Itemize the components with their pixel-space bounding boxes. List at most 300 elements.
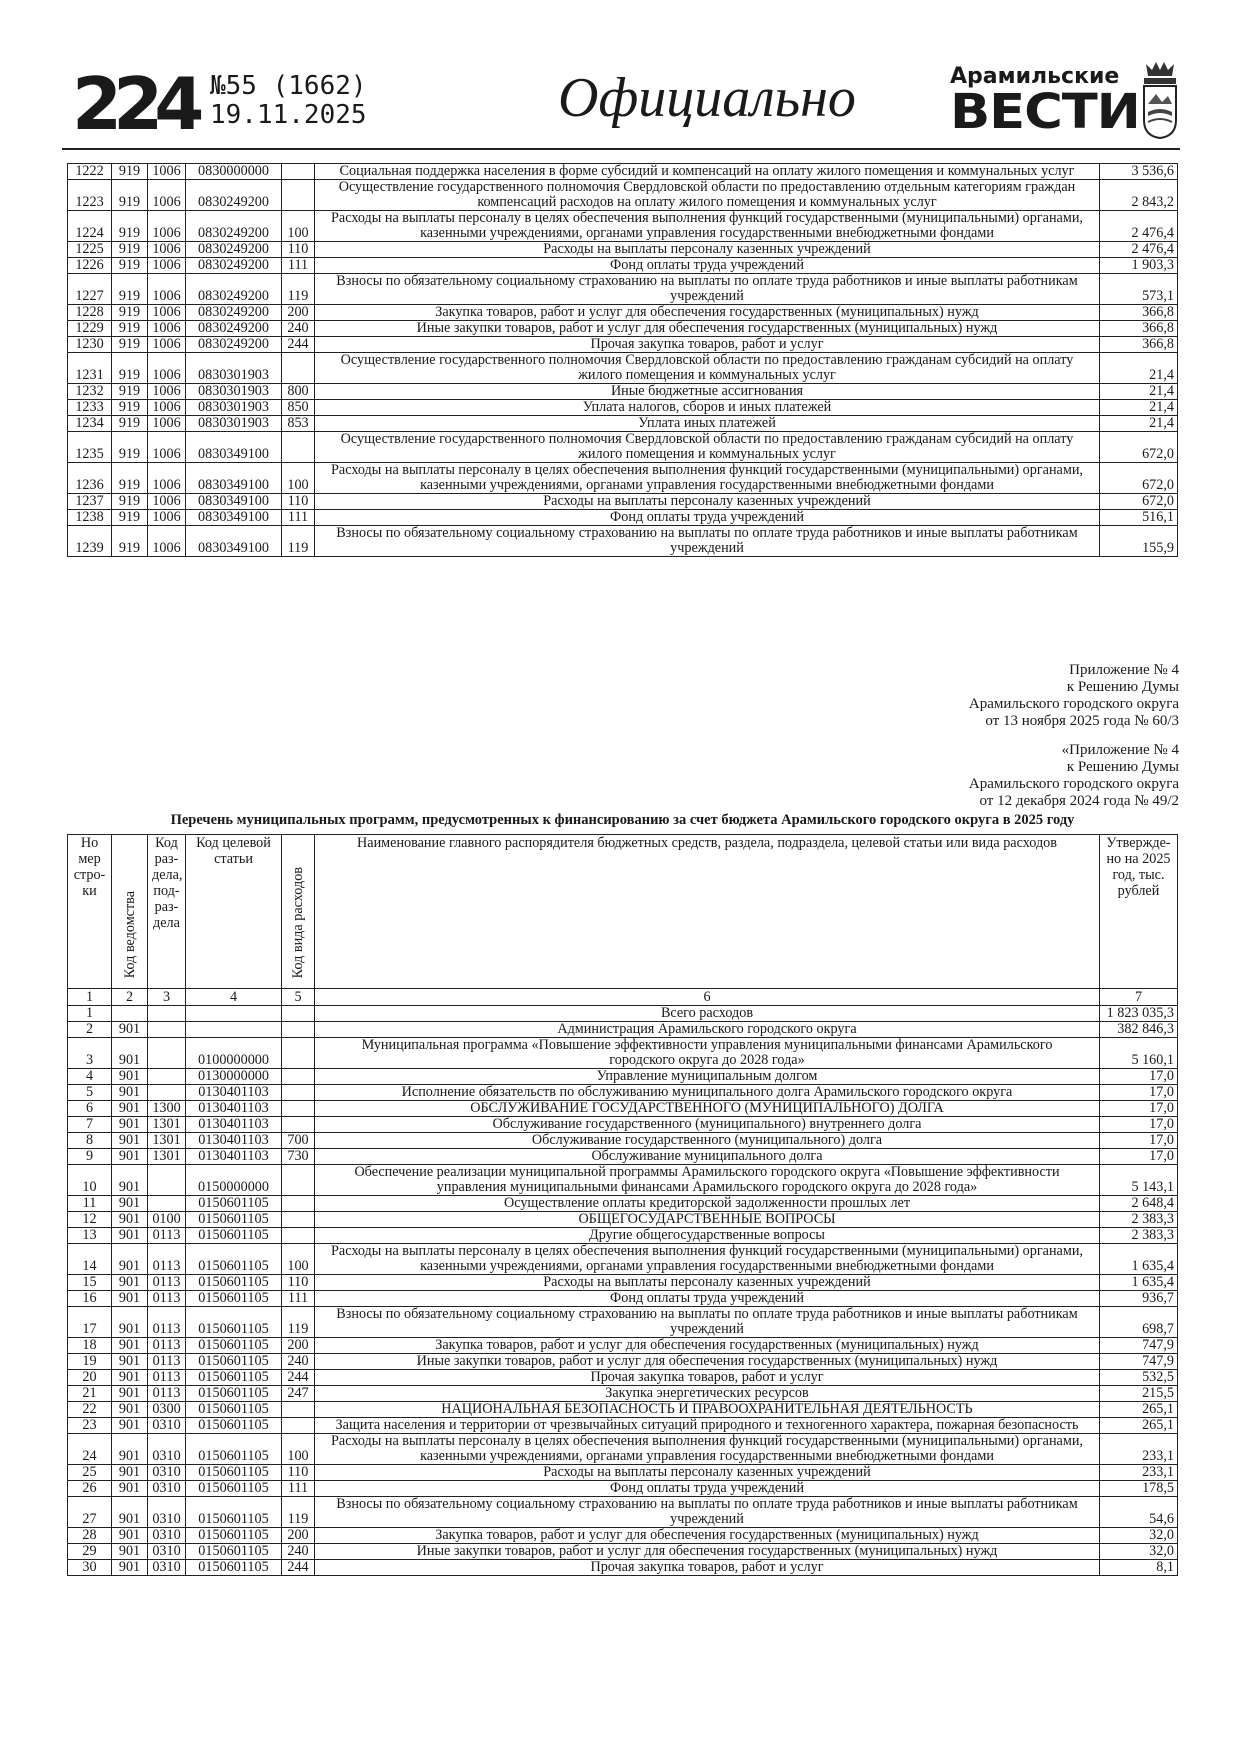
section-code: 1006	[148, 242, 186, 258]
appendix-previous-line: Арамильского городского округа	[968, 776, 1179, 792]
target-code	[186, 1022, 282, 1038]
row-description: Осуществление государственного полномочия Свердловской области по предоставлению гражданам субсидий на оплату жилого помещения и коммунальных услуг	[315, 353, 1100, 384]
dept-code: 901	[112, 1212, 148, 1228]
row-description: Иные закупки товаров, работ и услуг для обеспечения государственных (муниципальных) нужд	[315, 1354, 1100, 1370]
expense-type-code: 240	[282, 1544, 315, 1560]
dept-code: 901	[112, 1465, 148, 1481]
row-amount: 2 648,4	[1100, 1196, 1178, 1212]
row-amount: 32,0	[1100, 1544, 1178, 1560]
section-code: 1006	[148, 416, 186, 432]
appendix-previous-line: к Решению Думы	[1066, 759, 1179, 775]
table-row	[68, 1481, 1178, 1497]
column-number: 5	[282, 989, 315, 1006]
section-code: 1006	[148, 353, 186, 384]
table-row	[68, 1149, 1178, 1165]
expense-type-code	[282, 432, 315, 463]
row-number: 1233	[68, 400, 112, 416]
target-code: 0830301903	[186, 400, 282, 416]
section-code	[148, 1085, 186, 1101]
row-number: 29	[68, 1544, 112, 1560]
appendix-previous-line: от 12 декабря 2024 года № 49/2	[979, 793, 1179, 809]
expense-type-code	[282, 1196, 315, 1212]
row-description: Прочая закупка товаров, работ и услуг	[315, 1370, 1100, 1386]
expense-type-code	[282, 180, 315, 211]
dept-code: 901	[112, 1149, 148, 1165]
row-description: Иные закупки товаров, работ и услуг для обеспечения государственных (муниципальных) нужд	[315, 321, 1100, 337]
section-code: 0113	[148, 1291, 186, 1307]
target-code: 0130401103	[186, 1149, 282, 1165]
row-description: Исполнение обязательств по обслуживанию муниципального долга Арамильского городского округа	[315, 1085, 1100, 1101]
section-code: 0113	[148, 1307, 186, 1338]
table-row	[68, 1386, 1178, 1402]
expense-type-code: 110	[282, 242, 315, 258]
row-number: 6	[68, 1101, 112, 1117]
row-number: 1235	[68, 432, 112, 463]
row-number: 27	[68, 1497, 112, 1528]
row-amount: 17,0	[1100, 1085, 1178, 1101]
row-description: Управление муниципальным долгом	[315, 1069, 1100, 1085]
row-number: 1222	[68, 164, 112, 180]
section-code: 1006	[148, 180, 186, 211]
target-code: 0830249200	[186, 321, 282, 337]
target-code: 0130000000	[186, 1069, 282, 1085]
row-description: Фонд оплаты труда учреждений	[315, 258, 1100, 274]
dept-code: 919	[112, 321, 148, 337]
row-description: Обеспечение реализации муниципальной программы Арамильского городского округа «Повышение эффективности управления муниципальными финансами Арамильского городского округа до 2028 года»	[315, 1165, 1100, 1196]
section-code: 1006	[148, 400, 186, 416]
row-description: Закупка товаров, работ и услуг для обеспечения государственных (муниципальных) нужд	[315, 1528, 1100, 1544]
row-amount: 5 143,1	[1100, 1165, 1178, 1196]
row-number: 16	[68, 1291, 112, 1307]
expense-type-code: 700	[282, 1133, 315, 1149]
section-code: 0300	[148, 1402, 186, 1418]
dept-code: 919	[112, 242, 148, 258]
section-code: 0310	[148, 1528, 186, 1544]
table-row	[68, 1196, 1178, 1212]
row-description: Уплата налогов, сборов и иных платежей	[315, 400, 1100, 416]
dept-code: 901	[112, 1402, 148, 1418]
column-number: 1	[68, 989, 112, 1006]
section-code: 0310	[148, 1418, 186, 1434]
dept-code: 919	[112, 305, 148, 321]
row-amount: 2 383,3	[1100, 1228, 1178, 1244]
dept-code: 901	[112, 1528, 148, 1544]
row-description: ОБСЛУЖИВАНИЕ ГОСУДАРСТВЕННОГО (МУНИЦИПАЛЬНОГО) ДОЛГА	[315, 1101, 1100, 1117]
table-row	[68, 1370, 1178, 1386]
table-row	[68, 1402, 1178, 1418]
row-amount: 21,4	[1100, 416, 1178, 432]
expense-type-code: 240	[282, 1354, 315, 1370]
target-code: 0830249200	[186, 305, 282, 321]
target-code: 0130401103	[186, 1117, 282, 1133]
row-number: 1225	[68, 242, 112, 258]
row-number: 18	[68, 1338, 112, 1354]
section-code	[148, 1196, 186, 1212]
expense-type-code: 100	[282, 211, 315, 242]
row-amount: 17,0	[1100, 1101, 1178, 1117]
expense-type-code	[282, 1165, 315, 1196]
section-code	[148, 1038, 186, 1069]
target-code: 0830349100	[186, 526, 282, 557]
row-number: 9	[68, 1149, 112, 1165]
expense-type-code: 730	[282, 1149, 315, 1165]
dept-code: 901	[112, 1354, 148, 1370]
row-number: 5	[68, 1085, 112, 1101]
table-row	[68, 258, 1178, 274]
section-code: 1006	[148, 384, 186, 400]
target-code: 0830301903	[186, 353, 282, 384]
section-code: 1006	[148, 164, 186, 180]
row-number: 24	[68, 1434, 112, 1465]
section-code: 0310	[148, 1560, 186, 1576]
expense-type-code: 111	[282, 1291, 315, 1307]
column-number: 4	[186, 989, 282, 1006]
row-number: 10	[68, 1165, 112, 1196]
dept-code: 901	[112, 1544, 148, 1560]
coat-of-arms-icon	[1140, 60, 1180, 140]
expense-type-code: 100	[282, 463, 315, 494]
dept-code: 901	[112, 1370, 148, 1386]
dept-code: 901	[112, 1497, 148, 1528]
target-code: 0830249200	[186, 211, 282, 242]
row-number: 30	[68, 1560, 112, 1576]
expense-type-code: 100	[282, 1434, 315, 1465]
row-number: 19	[68, 1354, 112, 1370]
section-title: Официально	[558, 67, 856, 129]
table-row	[68, 416, 1178, 432]
header-row-number: Но мер стро- ки	[68, 835, 112, 989]
expense-type-code: 119	[282, 1307, 315, 1338]
dept-code: 919	[112, 211, 148, 242]
brand-name-main: ВЕСТИ	[950, 84, 1140, 140]
table-row	[68, 1228, 1178, 1244]
row-description: Расходы на выплаты персоналу казенных учреждений	[315, 242, 1100, 258]
expense-type-code: 119	[282, 1497, 315, 1528]
expense-type-code	[282, 164, 315, 180]
row-description: Закупка товаров, работ и услуг для обеспечения государственных (муниципальных) нужд	[315, 305, 1100, 321]
expense-type-code: 110	[282, 494, 315, 510]
dept-code: 919	[112, 510, 148, 526]
row-number: 1234	[68, 416, 112, 432]
row-number: 15	[68, 1275, 112, 1291]
expense-type-code: 850	[282, 400, 315, 416]
target-code: 0150000000	[186, 1165, 282, 1196]
target-code: 0150601105	[186, 1307, 282, 1338]
expense-type-code: 100	[282, 1244, 315, 1275]
target-code: 0150601105	[186, 1465, 282, 1481]
target-code: 0150601105	[186, 1275, 282, 1291]
target-code: 0150601105	[186, 1370, 282, 1386]
row-description: Осуществление государственного полномочия Свердловской области по предоставлению отдельным категориям граждан компенсаций расходов на оплату жилого помещения и коммунальных услуг	[315, 180, 1100, 211]
dept-code: 919	[112, 274, 148, 305]
table-row	[68, 510, 1178, 526]
target-code: 0830301903	[186, 416, 282, 432]
row-number: 1224	[68, 211, 112, 242]
section-code: 1006	[148, 510, 186, 526]
table-row	[68, 1085, 1178, 1101]
table-row	[68, 180, 1178, 211]
dept-code: 901	[112, 1418, 148, 1434]
appendix-previous-line: «Приложение № 4	[1061, 742, 1179, 758]
row-amount: 233,1	[1100, 1465, 1178, 1481]
table-row	[68, 1354, 1178, 1370]
dept-code: 919	[112, 353, 148, 384]
dept-code: 919	[112, 416, 148, 432]
row-amount: 215,5	[1100, 1386, 1178, 1402]
row-number: 12	[68, 1212, 112, 1228]
table-row	[68, 1069, 1178, 1085]
section-code: 1006	[148, 321, 186, 337]
row-amount: 2 383,3	[1100, 1212, 1178, 1228]
expense-type-code	[282, 1228, 315, 1244]
section-code	[148, 1006, 186, 1022]
dept-code: 919	[112, 494, 148, 510]
row-description: Закупка товаров, работ и услуг для обеспечения государственных (муниципальных) нужд	[315, 1338, 1100, 1354]
dept-code: 919	[112, 463, 148, 494]
dept-code: 901	[112, 1291, 148, 1307]
table-row	[68, 211, 1178, 242]
row-description: Взносы по обязательному социальному страхованию на выплаты по оплате труда работников и иные выплаты работникам учреждений	[315, 1307, 1100, 1338]
dept-code: 919	[112, 337, 148, 353]
row-number: 20	[68, 1370, 112, 1386]
section-code: 0113	[148, 1370, 186, 1386]
table-row	[68, 353, 1178, 384]
expense-type-code: 853	[282, 416, 315, 432]
row-description: Иные закупки товаров, работ и услуг для обеспечения государственных (муниципальных) нужд	[315, 1544, 1100, 1560]
table-row	[68, 1544, 1178, 1560]
dept-code: 901	[112, 1038, 148, 1069]
table1-body	[68, 164, 1178, 557]
row-description: Другие общегосударственные вопросы	[315, 1228, 1100, 1244]
row-amount: 5 160,1	[1100, 1038, 1178, 1069]
table2-body	[68, 1006, 1178, 1576]
table-row	[68, 1434, 1178, 1465]
target-code: 0150601105	[186, 1354, 282, 1370]
dept-code: 919	[112, 400, 148, 416]
row-amount: 265,1	[1100, 1402, 1178, 1418]
dept-code: 901	[112, 1085, 148, 1101]
row-description: Расходы на выплаты персоналу казенных учреждений	[315, 494, 1100, 510]
row-description: НАЦИОНАЛЬНАЯ БЕЗОПАСНОСТЬ И ПРАВООХРАНИТЕЛЬНАЯ ДЕЯТЕЛЬНОСТЬ	[315, 1402, 1100, 1418]
header-dept-code	[112, 835, 148, 989]
column-number: 7	[1100, 989, 1178, 1006]
expense-type-code	[282, 1117, 315, 1133]
row-number: 17	[68, 1307, 112, 1338]
row-amount: 2 476,4	[1100, 211, 1178, 242]
target-code: 0150601105	[186, 1244, 282, 1275]
header-expense-type-text: Код вида расходов	[290, 866, 306, 978]
section-code: 1300	[148, 1101, 186, 1117]
section-code: 1006	[148, 432, 186, 463]
table-row	[68, 463, 1178, 494]
section-code: 1006	[148, 463, 186, 494]
expense-type-code	[282, 1085, 315, 1101]
row-number: 28	[68, 1528, 112, 1544]
section-code: 0310	[148, 1497, 186, 1528]
row-description: ОБЩЕГОСУДАРСТВЕННЫЕ ВОПРОСЫ	[315, 1212, 1100, 1228]
section-code: 1301	[148, 1117, 186, 1133]
row-number: 21	[68, 1386, 112, 1402]
section-code: 1006	[148, 526, 186, 557]
table-row	[68, 400, 1178, 416]
header-amount: Утвержде- но на 2025 год, тыс. рублей	[1100, 835, 1178, 989]
dept-code: 901	[112, 1386, 148, 1402]
header-name: Наименование главного распорядителя бюджетных средств, раздела, подраздела, целевой статьи или вида расходов	[315, 835, 1100, 989]
row-amount: 21,4	[1100, 400, 1178, 416]
dept-code: 919	[112, 526, 148, 557]
table-row	[68, 1497, 1178, 1528]
section-code: 1006	[148, 258, 186, 274]
dept-code: 901	[112, 1434, 148, 1465]
header-divider	[62, 148, 1180, 150]
table-row	[68, 305, 1178, 321]
section-code: 1006	[148, 211, 186, 242]
expense-type-code: 200	[282, 1528, 315, 1544]
dept-code: 901	[112, 1022, 148, 1038]
expense-type-code: 200	[282, 305, 315, 321]
target-code: 0830349100	[186, 463, 282, 494]
dept-code: 919	[112, 180, 148, 211]
section-code: 0113	[148, 1228, 186, 1244]
row-amount: 698,7	[1100, 1307, 1178, 1338]
table-title: Перечень муниципальных программ, предусмотренных к финансированию за счет бюджета Арамильского городского округа в 2025 году	[170, 812, 1075, 828]
row-description: Расходы на выплаты персоналу в целях обеспечения выполнения функций государственными (муниципальными) органами, казенными учреждениями, органами управления государственными внебюджетными фондами	[315, 1244, 1100, 1275]
page-header	[72, 60, 1180, 148]
row-description: Социальная поддержка населения в форме субсидий и компенсаций на оплату жилого помещения и коммунальных услуг	[315, 164, 1100, 180]
table-row	[68, 1418, 1178, 1434]
expense-type-code	[282, 1022, 315, 1038]
section-code: 0113	[148, 1338, 186, 1354]
row-number: 1236	[68, 463, 112, 494]
section-code: 1301	[148, 1149, 186, 1165]
column-numbers-row	[68, 989, 1178, 1006]
dept-code	[112, 1006, 148, 1022]
dept-code: 901	[112, 1228, 148, 1244]
row-description: Фонд оплаты труда учреждений	[315, 510, 1100, 526]
target-code: 0830349100	[186, 494, 282, 510]
appendix-current	[969, 662, 1179, 730]
target-code: 0100000000	[186, 1038, 282, 1069]
target-code: 0150601105	[186, 1291, 282, 1307]
row-amount: 532,5	[1100, 1370, 1178, 1386]
table-row	[68, 494, 1178, 510]
row-description: Муниципальная программа «Повышение эффективности управления муниципальными финансами Арамильского городского округа до 2028 года»	[315, 1038, 1100, 1069]
municipal-programs-table	[67, 834, 1178, 1576]
dept-code: 919	[112, 384, 148, 400]
target-code: 0150601105	[186, 1544, 282, 1560]
table-row	[68, 1038, 1178, 1069]
section-code: 0310	[148, 1434, 186, 1465]
expense-type-code: 240	[282, 321, 315, 337]
row-amount: 1 635,4	[1100, 1244, 1178, 1275]
target-code: 0830349100	[186, 510, 282, 526]
row-number: 7	[68, 1117, 112, 1133]
target-code: 0830249200	[186, 258, 282, 274]
section-code: 1301	[148, 1133, 186, 1149]
table-row	[68, 321, 1178, 337]
issue-date: 19.11.2025	[210, 100, 367, 130]
row-description: Расходы на выплаты персоналу казенных учреждений	[315, 1465, 1100, 1481]
table-row	[68, 1291, 1178, 1307]
section-code: 1006	[148, 337, 186, 353]
row-amount: 21,4	[1100, 353, 1178, 384]
dept-code: 919	[112, 432, 148, 463]
column-number: 6	[315, 989, 1100, 1006]
table-row	[68, 526, 1178, 557]
appendix-previous	[969, 742, 1179, 810]
row-description: Прочая закупка товаров, работ и услуг	[315, 1560, 1100, 1576]
row-amount: 32,0	[1100, 1528, 1178, 1544]
table-row	[68, 1307, 1178, 1338]
row-number: 1237	[68, 494, 112, 510]
dept-code: 901	[112, 1196, 148, 1212]
row-description: Расходы на выплаты персоналу в целях обеспечения выполнения функций государственными (муниципальными) органами, казенными учреждениями, органами управления государственными внебюджетными фондами	[315, 211, 1100, 242]
table-row	[68, 242, 1178, 258]
section-code: 1006	[148, 305, 186, 321]
row-number: 1239	[68, 526, 112, 557]
target-code: 0150601105	[186, 1196, 282, 1212]
row-amount: 17,0	[1100, 1149, 1178, 1165]
target-code: 0150601105	[186, 1402, 282, 1418]
expense-type-code	[282, 1402, 315, 1418]
page-number: 224	[72, 62, 196, 146]
expense-type-code: 111	[282, 1481, 315, 1497]
table-row	[68, 274, 1178, 305]
row-description: Обслуживание муниципального долга	[315, 1149, 1100, 1165]
dept-code: 901	[112, 1069, 148, 1085]
row-number: 1227	[68, 274, 112, 305]
table-row	[68, 1117, 1178, 1133]
row-amount: 366,8	[1100, 305, 1178, 321]
table-row	[68, 1275, 1178, 1291]
row-amount: 178,5	[1100, 1481, 1178, 1497]
section-code: 0310	[148, 1544, 186, 1560]
target-code: 0150601105	[186, 1481, 282, 1497]
row-amount: 8,1	[1100, 1560, 1178, 1576]
dept-code: 901	[112, 1275, 148, 1291]
row-amount: 747,9	[1100, 1338, 1178, 1354]
column-number: 3	[148, 989, 186, 1006]
row-description: Взносы по обязательному социальному страхованию на выплаты по оплате труда работников и иные выплаты работникам учреждений	[315, 526, 1100, 557]
header-target-code: Код целевой статьи	[186, 835, 282, 989]
row-amount: 516,1	[1100, 510, 1178, 526]
row-amount: 936,7	[1100, 1291, 1178, 1307]
row-amount: 17,0	[1100, 1069, 1178, 1085]
expense-type-code: 111	[282, 510, 315, 526]
row-amount: 54,6	[1100, 1497, 1178, 1528]
row-number: 1228	[68, 305, 112, 321]
row-description: Прочая закупка товаров, работ и услуг	[315, 337, 1100, 353]
table-row	[68, 1465, 1178, 1481]
row-amount: 366,8	[1100, 321, 1178, 337]
row-amount: 2 476,4	[1100, 242, 1178, 258]
header-expense-type	[282, 835, 315, 989]
row-amount: 1 823 035,3	[1100, 1006, 1178, 1022]
target-code: 0150601105	[186, 1418, 282, 1434]
target-code: 0150601105	[186, 1560, 282, 1576]
row-number: 8	[68, 1133, 112, 1149]
dept-code: 901	[112, 1165, 148, 1196]
row-number: 11	[68, 1196, 112, 1212]
row-description: Расходы на выплаты персоналу в целях обеспечения выполнения функций государственными (муниципальными) органами, казенными учреждениями, органами управления государственными внебюджетными фондами	[315, 463, 1100, 494]
dept-code: 901	[112, 1481, 148, 1497]
expense-type-code: 244	[282, 337, 315, 353]
row-number: 13	[68, 1228, 112, 1244]
target-code: 0130401103	[186, 1133, 282, 1149]
section-code	[148, 1069, 186, 1085]
row-description: Фонд оплаты труда учреждений	[315, 1481, 1100, 1497]
brand-name-top: Арамильские	[950, 64, 1120, 89]
